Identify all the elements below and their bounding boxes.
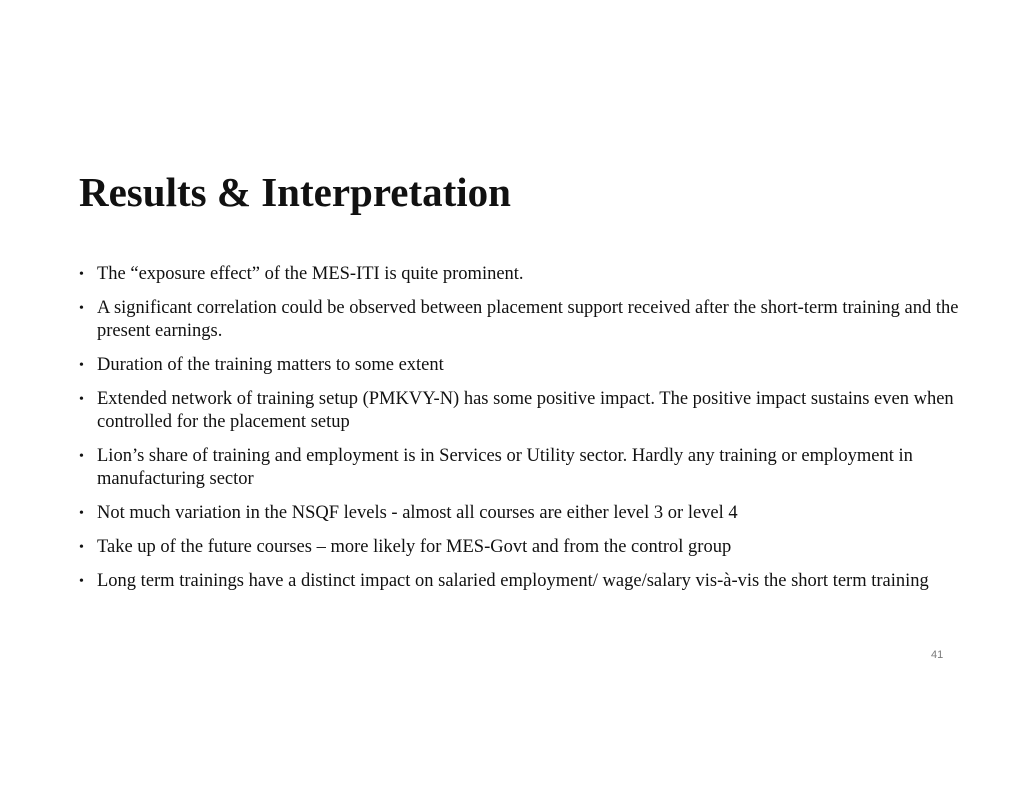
bullet-text: The “exposure effect” of the MES-ITI is quite prominent. — [97, 264, 524, 284]
bullet-item — [79, 536, 959, 559]
bullet-item — [79, 354, 959, 377]
bullet-item — [79, 445, 959, 491]
bullet-dot: • — [79, 301, 84, 316]
bullet-dot: • — [79, 506, 84, 521]
bullet-item — [79, 502, 959, 525]
bullet-text: Lion’s share of training and employment is in Services or Utility sector. Hardly any training or employment in manufacturing sector — [97, 446, 913, 489]
bullet-text: Long term trainings have a distinct impact on salaried employment/ wage/salary vis-à-vis the short term training — [97, 571, 929, 591]
bullet-dot: • — [79, 449, 84, 464]
bullet-list — [79, 263, 959, 604]
page-number: 41 — [931, 649, 944, 661]
bullet-item — [79, 388, 959, 434]
bullet-item — [79, 297, 959, 343]
bullet-text: Not much variation in the NSQF levels - almost all courses are either level 3 or level 4 — [97, 503, 738, 523]
bullet-dot: • — [79, 540, 84, 555]
bullet-text: Take up of the future courses – more likely for MES-Govt and from the control group — [97, 537, 732, 557]
bullet-item — [79, 263, 959, 286]
bullet-dot: • — [79, 392, 84, 407]
bullet-dot: • — [79, 267, 84, 282]
bullet-dot: • — [79, 358, 84, 373]
bullet-item — [79, 570, 959, 593]
bullet-text: Extended network of training setup (PMKVY-N) has some positive impact. The positive impact sustains even when controlled for the placement setup — [97, 389, 954, 432]
bullet-dot: • — [79, 574, 84, 589]
bullet-text: Duration of the training matters to some extent — [97, 355, 444, 375]
slide-title: Results & Interpretation — [79, 169, 511, 215]
bullet-text: A significant correlation could be observed between placement support received after the short-term training and the present earnings. — [97, 298, 959, 341]
